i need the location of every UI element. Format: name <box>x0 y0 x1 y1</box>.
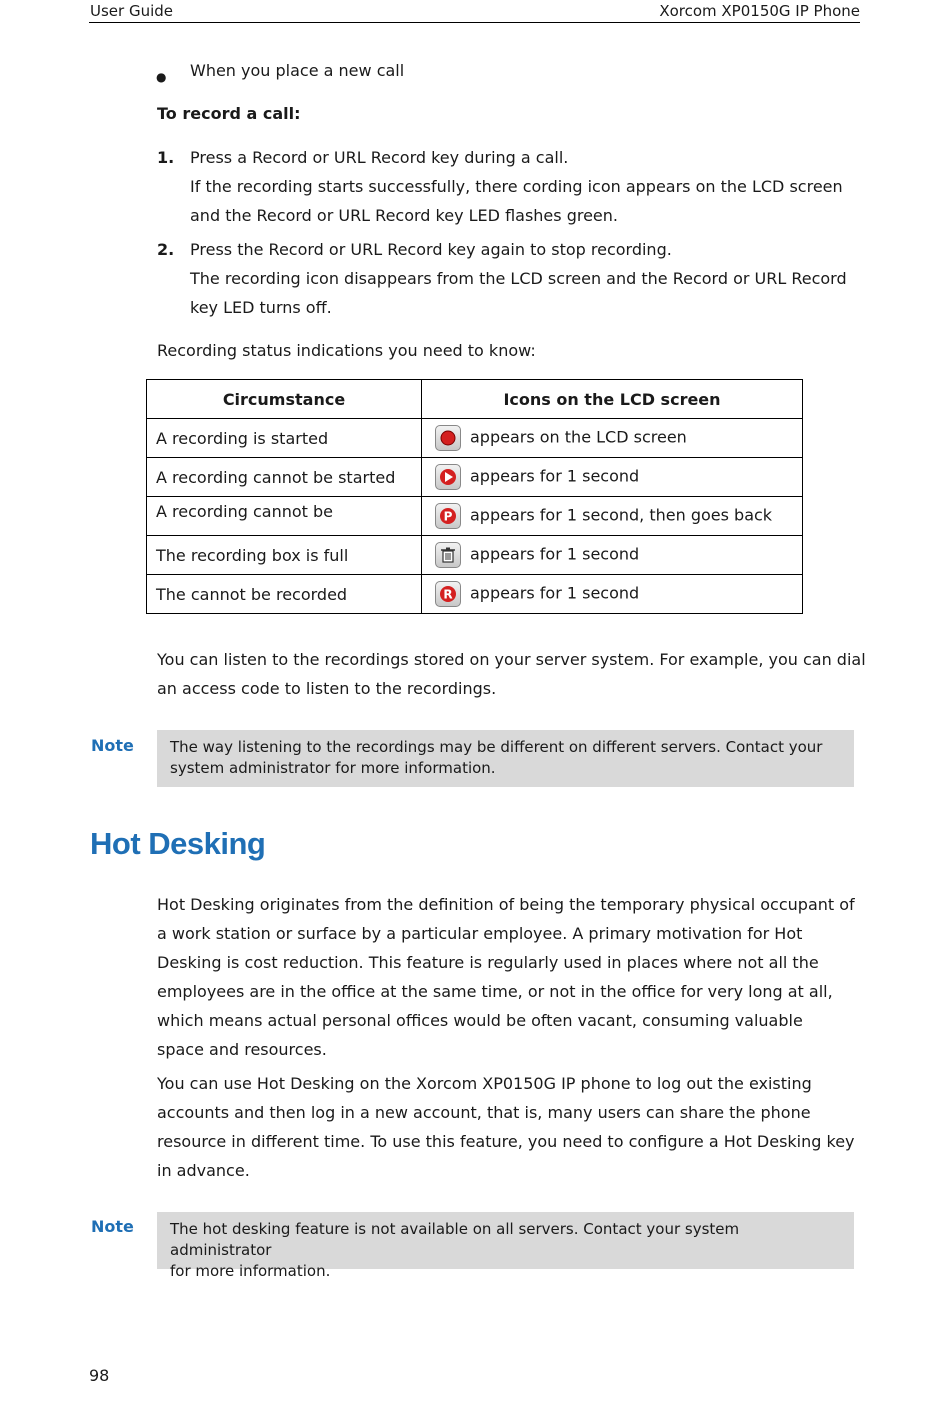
note-box <box>157 730 854 787</box>
paragraph-line: You can use Hot Desking on the Xorcom XP0150G IP phone to log out the existing <box>157 1074 812 1093</box>
paragraph-line: resource in different time. To use this feature, you need to configure a Hot Desking key <box>157 1132 855 1151</box>
table-row <box>147 536 803 575</box>
paragraph-line: Hot Desking originates from the definition of being the temporary physical occupant of <box>157 895 855 914</box>
icon-cell <box>422 419 803 458</box>
icon-description: appears on the LCD screen <box>470 427 687 447</box>
step-line: and the Record or URL Record key LED flashes green. <box>190 206 618 225</box>
header-left: User Guide <box>90 2 174 20</box>
note-label: Note <box>91 736 134 755</box>
header-right: Xorcom XP0150G IP Phone <box>659 2 860 20</box>
note-box <box>157 1212 854 1280</box>
paragraph-line: employees are in the office at the same time, or not in the office for very long at all, <box>157 982 833 1001</box>
icon-description: appears for 1 second, then goes back <box>470 505 773 525</box>
note-line: system administrator for more information. <box>170 759 496 777</box>
step-line: The recording icon disappears from the LCD screen and the Record or URL Record <box>190 269 847 288</box>
note-line: The hot desking feature is not available on all servers. Contact your system administrator <box>170 1220 740 1259</box>
table-header-icons: Icons on the LCD screen <box>422 380 803 419</box>
paragraph-line: which means actual personal offices would be often vacant, consuming valuable <box>157 1011 803 1030</box>
step-number: 1. <box>157 148 175 167</box>
listen-line: an access code to listen to the recordings. <box>157 679 497 698</box>
circumstance-cell: The cannot be recorded <box>147 575 422 614</box>
step-line: Press the Record or URL Record key again to stop recording. <box>190 240 672 259</box>
pause-p-icon <box>435 503 461 529</box>
record-dot-icon <box>435 425 461 451</box>
paragraph-line: space and resources. <box>157 1040 327 1059</box>
paragraph-line: Desking is cost reduction. This feature is regularly used in places where not all the <box>157 953 819 972</box>
table-row <box>147 575 803 614</box>
table-header-row <box>147 380 803 419</box>
table-row <box>147 419 803 458</box>
note-label: Note <box>91 1217 134 1236</box>
paragraph-line: in advance. <box>157 1161 250 1180</box>
bullet-icon: ● <box>156 70 167 84</box>
section-title: Hot Desking <box>90 826 266 861</box>
paragraph-line: accounts and then log in a new account, that is, many users can share the phone <box>157 1103 811 1122</box>
listen-line: You can listen to the recordings stored on your server system. For example, you can dial <box>157 650 866 669</box>
recording-status-table <box>146 379 803 614</box>
circumstance-cell: A recording is started <box>147 419 422 458</box>
hot-desking-paragraph <box>157 890 862 1064</box>
page-number: 98 <box>89 1366 110 1385</box>
icon-cell <box>422 458 803 497</box>
table-row <box>147 497 803 536</box>
paragraph-line: a work station or surface by a particular employee. A primary motivation for Hot <box>157 924 803 943</box>
circumstance-cell: A recording cannot be started <box>147 458 422 497</box>
icon-description: appears for 1 second <box>470 544 640 564</box>
table-row <box>147 458 803 497</box>
svg-text:R: R <box>443 587 453 602</box>
icon-description: appears for 1 second <box>470 583 640 603</box>
icon-cell <box>422 497 803 536</box>
icon-description: appears for 1 second <box>470 466 640 486</box>
step-number: 2. <box>157 240 175 259</box>
step-line: key LED turns off. <box>190 298 332 317</box>
table-header-circumstance: Circumstance <box>147 380 422 419</box>
trash-icon <box>435 542 461 568</box>
circumstance-cell: The recording box is full <box>147 536 422 575</box>
icon-cell <box>422 536 803 575</box>
play-error-icon <box>435 464 461 490</box>
hot-desking-usage-paragraph <box>157 1069 862 1185</box>
bullet-item: When you place a new call <box>190 61 405 80</box>
note-line: The way listening to the recordings may be different on different servers. Contact your <box>170 738 823 756</box>
icon-cell <box>422 575 803 614</box>
note-line: for more information. <box>170 1262 331 1280</box>
step-line: Press a Record or URL Record key during a call. <box>190 148 569 167</box>
page-header <box>89 2 860 23</box>
circumstance-cell: A recording cannot be <box>147 497 422 536</box>
svg-text:P: P <box>443 509 453 524</box>
status-intro: Recording status indications you need to know: <box>157 341 536 360</box>
record-r-icon <box>435 581 461 607</box>
record-heading: To record a call: <box>157 104 301 123</box>
step-line: If the recording starts successfully, there cording icon appears on the LCD screen <box>190 177 843 196</box>
